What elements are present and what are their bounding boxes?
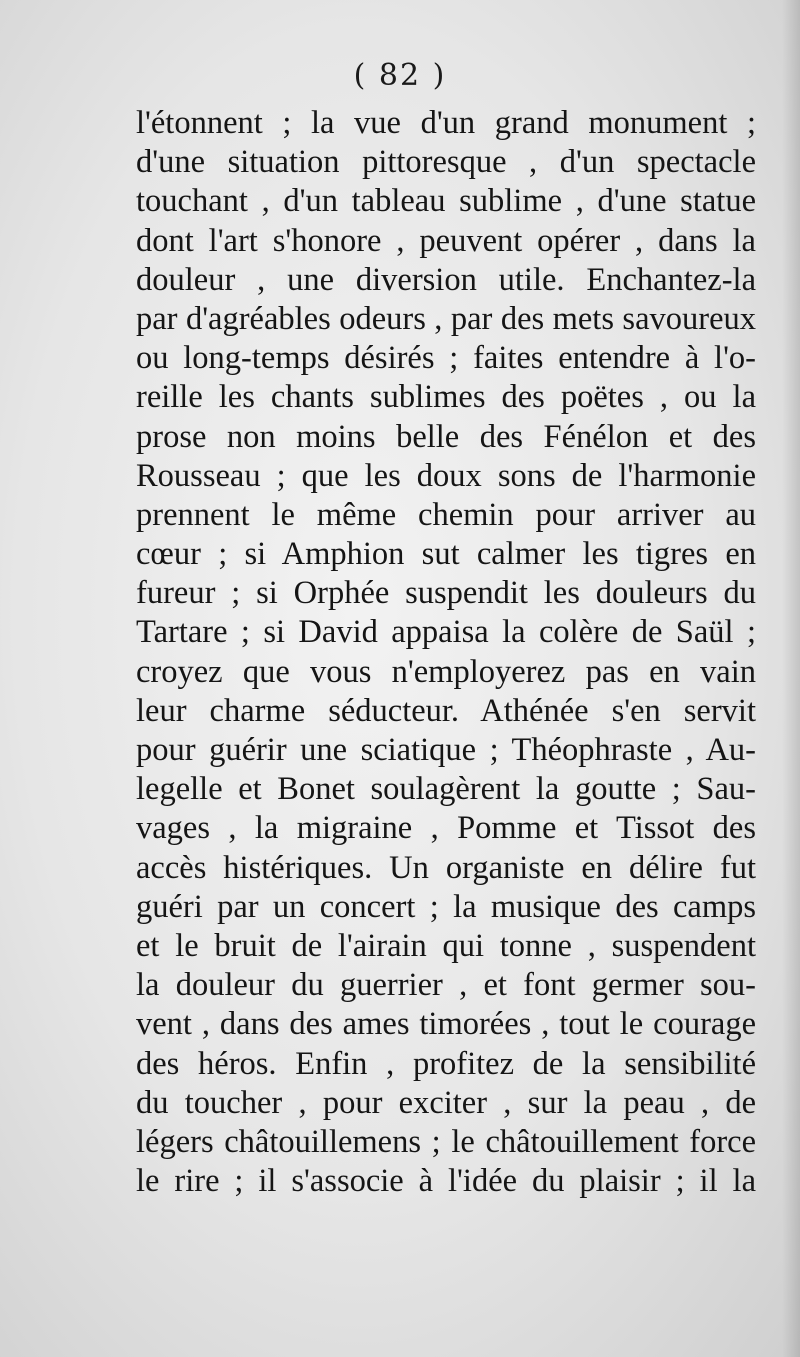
- page-edge-shadow: [782, 0, 800, 1357]
- text-line: accès histériques. Un organiste en délire fut: [136, 849, 756, 886]
- text-line: legelle et Bonet soulagèrent la goutte ; Sau-: [136, 771, 756, 808]
- body-text: [136, 104, 756, 1201]
- text-line: fureur ; si Orphée suspendit les douleurs du: [136, 575, 756, 612]
- text-line: douleur , une diversion utile. Enchantez-la: [136, 261, 756, 298]
- text-line: guéri par un concert ; la musique des camps: [136, 888, 756, 925]
- text-line: Rousseau ; que les doux sons de l'harmonie: [136, 457, 756, 494]
- text-line: des héros. Enfin , profitez de la sensibilité: [136, 1045, 756, 1082]
- text-line: dont l'art s'honore , peuvent opérer , dans la: [136, 222, 756, 259]
- text-line: ou long-temps désirés ; faites entendre à l'o-: [136, 340, 756, 377]
- text-line: cœur ; si Amphion sut calmer les tigres en: [136, 536, 756, 573]
- text-line: l'étonnent ; la vue d'un grand monument ;: [136, 105, 756, 141]
- text-line: la douleur du guerrier , et font germer sou-: [136, 967, 756, 1004]
- page-number: ( 82 ): [353, 58, 447, 93]
- text-line: le rire ; il s'associe à l'idée du plaisir ; il la: [136, 1163, 756, 1200]
- text-line: croyez que vous n'employerez pas en vain: [136, 653, 756, 690]
- text-line: vent , dans des ames timorées , tout le courage: [136, 1006, 756, 1043]
- text-line: et le bruit de l'airain qui tonne , suspendent: [136, 927, 756, 964]
- text-line: prennent le même chemin pour arriver au: [136, 496, 756, 533]
- text-line: d'une situation pittoresque , d'un spectacle: [136, 144, 756, 181]
- text-line: Tartare ; si David appaisa la colère de Saül ;: [136, 614, 756, 651]
- text-line: reille les chants sublimes des poëtes , ou la: [136, 379, 756, 416]
- text-line: touchant , d'un tableau sublime , d'une statue: [136, 183, 756, 220]
- text-line: prose non moins belle des Fénélon et des: [136, 418, 756, 455]
- text-line: du toucher , pour exciter , sur la peau , de: [136, 1084, 756, 1121]
- text-line: leur charme séducteur. Athénée s'en servit: [136, 692, 756, 729]
- text-line: légers châtouillemens ; le châtouillement force: [136, 1123, 756, 1160]
- text-line: par d'agréables odeurs , par des mets savoureux: [136, 300, 756, 337]
- text-line: pour guérir une sciatique ; Théophraste , Au-: [136, 732, 756, 768]
- text-line: vages , la migraine , Pomme et Tissot des: [136, 810, 756, 847]
